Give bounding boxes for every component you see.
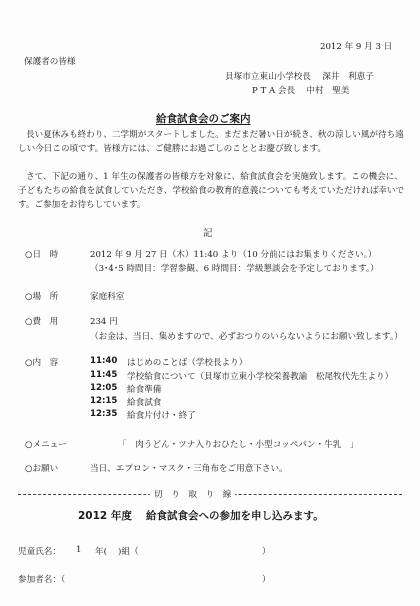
datetime-label: ○日 時 <box>25 250 59 260</box>
request-label: ○お願い <box>25 464 59 474</box>
schedule-item: 給食片付け・終了 <box>127 411 196 421</box>
cost-label: ○費 用 <box>25 317 59 327</box>
content-label: ○内 容 <box>25 358 59 368</box>
sender-pta: P T A 会長 中村 聖美 <box>252 86 350 96</box>
intro-paragraph: 長い夏休みも終わり、二学期がスタートしました。まだまだ暑い日が続き、秋の涼しい風が待ち遠しい今日この頃です。皆様方には、ご健勝にお過ごしのこととお慶び致します。 <box>18 130 404 154</box>
application-form-title: 2012 年度 給食試食会への参加を申し込みます。 <box>78 510 324 522</box>
schedule-time: 12:35 <box>90 409 118 419</box>
page-title: 給食試食会のご案内 <box>156 113 251 125</box>
child-name-field[interactable] <box>145 545 260 557</box>
place-label: ○場 所 <box>25 292 59 302</box>
schedule-item: 給食準備 <box>127 385 162 395</box>
purpose-paragraph: さて、下記の通り、1 年生の保護者の皆様方を対象に、給食試食会を実施致します。この機会に、子どもたちの給食を試食していただき、学校給食の教育的意義についても考えていただければ幸いです。ご参加をお待ちしています。 <box>18 172 405 210</box>
schedule-time: 11:40 <box>90 356 118 366</box>
attendee-close: ） <box>262 575 271 585</box>
class-text: )組（ <box>118 547 139 557</box>
issue-date: 2012 年 9 月 3 日 <box>320 42 393 52</box>
schedule-time: 12:05 <box>90 383 118 393</box>
addressee: 保護者の皆様 <box>24 57 76 67</box>
grade-fill[interactable]: 1 <box>76 545 82 555</box>
datetime-value: 2012 年 9 月 27 日（木）11:40 より（10 分前にはお集まりください。） <box>90 250 377 260</box>
schedule-item: はじめのことば（学校長より） <box>127 358 248 368</box>
request-value: 当日、エプロン・マスク・三角布をご用意下さい。 <box>90 464 288 474</box>
datetime-note: （3･4･5 時間目：学習参観、6 時間目：学級懇談会を予定しております。） <box>90 264 379 274</box>
child-name-label: 児童氏名： <box>18 547 61 557</box>
cost-value: 234 円 <box>90 317 118 327</box>
attendee-name-field[interactable] <box>70 573 260 585</box>
attendee-label: 参加者名：（ <box>18 575 66 585</box>
child-name-close: ） <box>262 547 271 557</box>
schedule-time: 11:45 <box>90 370 118 380</box>
grade-text: 年( <box>95 547 107 557</box>
menu-value: 「 肉うどん・ツナ入りおひたし・小型コッペパン・牛乳 」 <box>118 440 359 450</box>
cut-line-label: 切 り 取 り 線 <box>150 488 235 500</box>
cost-note: （お金は、当日、集めますので、必ずおつりのいらないようにお願い致します。） <box>90 332 403 342</box>
schedule-item: 給食試食 <box>127 398 162 408</box>
sender-principal: 貝塚市立東山小学校長 深井 利恵子 <box>225 72 374 82</box>
menu-label: ○メニュー <box>25 440 67 450</box>
place-value: 家庭科室 <box>90 292 125 302</box>
ki-heading: 記 <box>203 228 213 239</box>
schedule-time: 12:15 <box>90 396 118 406</box>
schedule-item: 学校給食について（貝塚市立東小学校栄養教諭 松尾牧代先生より） <box>127 372 394 382</box>
